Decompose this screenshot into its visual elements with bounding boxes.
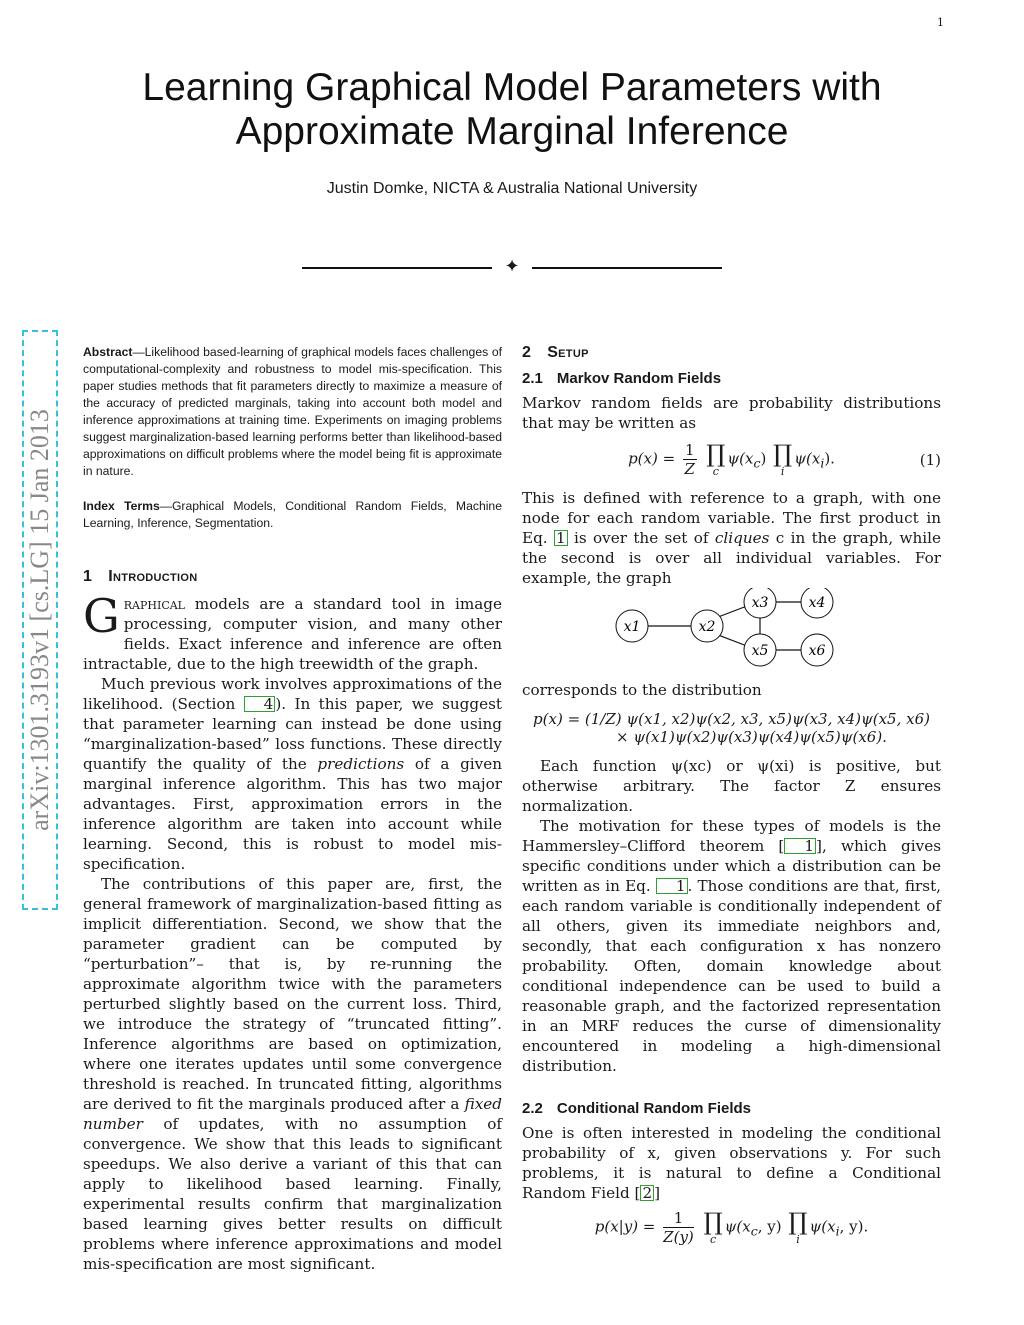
eq1-term2-sub: i — [820, 455, 825, 471]
subsection-2-1-heading — [522, 370, 941, 387]
divider-ornament-icon: ✦ — [504, 256, 520, 277]
graph-node-x5 — [744, 634, 776, 666]
divider-line-left — [302, 267, 492, 269]
intro-paragraph-3 — [83, 874, 502, 1274]
intro-p2-b: ). In this paper, we suggest that parameter learning can instead be done using “marginalization-based” loss functions. These directly quantify the quality of the — [83, 695, 502, 773]
graph-node-x1 — [616, 610, 648, 642]
page-number: 1 — [937, 16, 944, 29]
eq3-term2-end: , y). — [839, 1217, 869, 1236]
graph-node-x2 — [691, 610, 723, 642]
eq3-frac-num: 1 — [663, 1209, 694, 1228]
title-line-1: Learning Graphical Model Parameters with — [142, 66, 882, 109]
intro-p1-text: models are a standard tool in image processing, computer vision, and many other fields. Exact inference and inference are often intractable, due to the high treewidth of the graph. — [83, 595, 502, 673]
paper-title — [0, 66, 1024, 154]
eq2-line-2: × ψ(x1)ψ(x2)ψ(x3)ψ(x4)ψ(x5)ψ(x6). — [616, 728, 887, 746]
intro-p2-a: Much previous work involves approximations of the likelihood. (Section — [83, 675, 502, 713]
eq2-line-1: p(x) = (1/Z) ψ(x1, x2)ψ(x2, x3, x5)ψ(x3, x4)ψ(x5, x6) — [533, 710, 930, 728]
equation-2 — [522, 710, 941, 746]
citation-2-link[interactable]: 2 — [642, 1184, 653, 1202]
intro-p2-em: predictions — [317, 755, 405, 773]
index-terms-label: Index Terms — [83, 499, 160, 513]
mrf-paragraph-4: Each function ψ(xc) or ψ(xi) is positive, but otherwise arbitrary. The factor Z ensures normalization. — [522, 757, 941, 815]
arxiv-identifier: arXiv:1301.3193v1 [cs.LG] 15 Jan 2013 — [25, 409, 54, 831]
graph-node-label: x3 — [751, 595, 768, 611]
mrf-paragraph-2 — [522, 488, 941, 588]
eq1-term1: ψ(x — [727, 449, 754, 468]
section-2-title: Setup — [547, 344, 589, 361]
subsection-2-2-number: 2.2 — [522, 1100, 543, 1117]
eq3-term1-end: , y) — [757, 1217, 782, 1236]
mrf-p5-c: . Those conditions are that, first, each random variable is conditionally independent of all others, given its immediate neighbors and, secondly, that each configuration x has nonzero probability. Often, domain knowledge about conditional independence can be used to build a reasonable graph, and the factorized representation in an MRF reduces the curse of dimensionality encountered in modeling a high-dimensional distribution. — [522, 877, 942, 1075]
title-line-2: Approximate Marginal Inference — [235, 110, 789, 153]
graph-node-x4 — [801, 588, 833, 618]
eq1-term1-sub: c — [753, 455, 761, 471]
eq1-lhs: p(x) = — [628, 449, 676, 468]
crf-p1-b: ] — [654, 1184, 661, 1202]
left-column — [83, 344, 502, 1274]
eq3-lhs: p(x|y) = — [594, 1217, 656, 1236]
section-1-number: 1 — [83, 568, 93, 585]
eq1-fraction — [683, 441, 697, 478]
subsection-2-1-title: Markov Random Fields — [556, 370, 722, 387]
abstract-label: Abstract — [83, 345, 133, 359]
eq1-prod1-sub: c — [712, 464, 719, 478]
eq3-prod1-sub: c — [710, 1232, 717, 1246]
eq1-prod2-sub: i — [780, 464, 785, 478]
arxiv-side-stamp[interactable] — [22, 330, 58, 910]
mrf-paragraph-3: corresponds to the distribution — [522, 681, 762, 699]
mrf-p2-b: is over the set of — [567, 529, 715, 547]
equation-1 — [522, 441, 941, 478]
intro-p3-em: fixed number — [83, 1095, 502, 1133]
mrf-p2-c: c in the graph, while the second is over all individual variables. For example, the graph — [522, 529, 941, 587]
equation-ref-link[interactable]: 1 — [555, 529, 566, 547]
graph-node-label: x5 — [751, 643, 768, 659]
equation-1-label: (1) — [919, 450, 941, 469]
mrf-p2-a: This is defined with reference to a graph, with one node for each random variable. The first product in Eq. — [522, 489, 941, 547]
equation-ref-link-2[interactable]: 1 — [656, 878, 688, 894]
subsection-2-1-number: 2.1 — [522, 370, 543, 387]
graph-node-x6 — [801, 634, 833, 666]
citation-1-link[interactable]: 1 — [784, 838, 816, 854]
graph-node-x3 — [744, 588, 776, 618]
intro-smallcaps: raphical — [123, 595, 185, 613]
eq3-term2: ψ(x — [809, 1217, 836, 1236]
subsection-2-2-heading — [522, 1100, 941, 1117]
intro-paragraph-1 — [83, 589, 502, 674]
mrf-p5-a: The motivation for these types of models is the Hammersley–Clifford theorem [ — [522, 817, 941, 855]
eq1-product-1: ∏ c — [706, 439, 726, 478]
eq3-fraction — [663, 1209, 694, 1246]
section-1-title: Introduction — [108, 568, 198, 585]
graph-node-label: x2 — [698, 619, 715, 635]
mrf-p5-b: ], which gives specific conditions under which a distribution can be written as in Eq. — [522, 837, 941, 895]
graph-node-label: x1 — [623, 619, 640, 635]
graph-node-label: x4 — [808, 595, 825, 611]
index-terms-text: —Graphical Models, Conditional Random Fields, Machine Learning, Inference, Segmentation. — [83, 499, 502, 530]
eq3-product-1: ∏ c — [703, 1207, 723, 1246]
section-1-heading — [83, 568, 502, 586]
eq1-product-2: ∏ i — [773, 439, 793, 478]
mrf-paragraph-1: Markov random fields are probability distributions that may be written as — [522, 394, 941, 432]
intro-paragraph-2 — [83, 674, 502, 874]
eq3-term2-sub: i — [835, 1223, 840, 1239]
divider-line-right — [532, 267, 722, 269]
eq3-frac-den: Z(y) — [663, 1228, 694, 1246]
mrf-paragraph-5 — [522, 816, 941, 1076]
section-2-heading — [522, 344, 941, 362]
crf-p1-a: One is often interested in modeling the conditional probability of x, given observations y. For such problems, it is natural to define a Conditional Random Field [ — [522, 1124, 941, 1202]
graph-figure — [602, 588, 862, 672]
section-ref-link[interactable]: 4 — [244, 696, 276, 712]
eq1-term2: ψ(x — [794, 449, 821, 468]
graph-node-label: x6 — [808, 643, 825, 659]
subsection-2-2-title: Conditional Random Fields — [556, 1100, 752, 1117]
eq3-product-2: ∏ i — [788, 1207, 808, 1246]
eq1-term2-end: ). — [824, 449, 835, 468]
title-divider — [302, 258, 722, 278]
intro-p3-b: of updates, with no assumption of convergence. We show that this leads to significant speedups. We also derive a variant of this that can apply to likelihood based learning. Finally, experimental results confirm that marginalization based learning gives better results on difficult problems where inference approximations and model mis-specification are most significant. — [83, 1115, 502, 1273]
eq3-term1: ψ(x — [724, 1217, 751, 1236]
mrf-p2-em: cliques — [714, 529, 770, 547]
drop-cap: G — [83, 589, 120, 643]
intro-p3-a: The contributions of this paper are, first, the general framework of marginalization-based fitting as implicit differentiation. Second, we show that the parameter gradient can be computed by “perturbation”– that is, by re-running the approximate algorithm twice with the parameters perturbed slightly based on the current loss. Third, we introduce the strategy of “truncated fitting”. Inference algorithms are based on optimization, where one iterates updates until some convergence threshold is reached. In truncated fitting, algorithms are derived to fit the marginals produced after a — [83, 875, 502, 1113]
abstract — [83, 344, 502, 480]
abstract-text: —Likelihood based-learning of graphical models faces challenges of computational-complexity and robustness to model mis-specification. This paper studies methods that fit parameters directly to maximize a measure of the accuracy of predicted marginals, taking into account both model and inference approximations at training time. Experiments on imaging problems suggest marginalization-based learning performs better than likelihood-based approximations on difficult problems where the model being fit is approximate in nature. — [83, 345, 502, 478]
right-column — [522, 344, 941, 1246]
index-terms — [83, 498, 502, 532]
intro-p2-c: of a given marginal inference algorithm. This has two major advantages. First, approximation errors in the inference algorithm are taken into account while learning. Second, this is robust to model mis-specification. — [83, 755, 502, 873]
eq1-term1-end: ) — [760, 449, 767, 468]
crf-paragraph-1 — [522, 1123, 941, 1203]
eq1-frac-num: 1 — [684, 441, 695, 459]
eq3-prod2-sub: i — [796, 1232, 800, 1246]
section-2-number: 2 — [522, 344, 532, 361]
author-line: Justin Domke, NICTA & Australia National University — [326, 180, 698, 197]
eq1-frac-den: Z — [684, 460, 695, 478]
equation-3 — [522, 1209, 941, 1246]
eq3-term1-sub: c — [750, 1223, 758, 1239]
